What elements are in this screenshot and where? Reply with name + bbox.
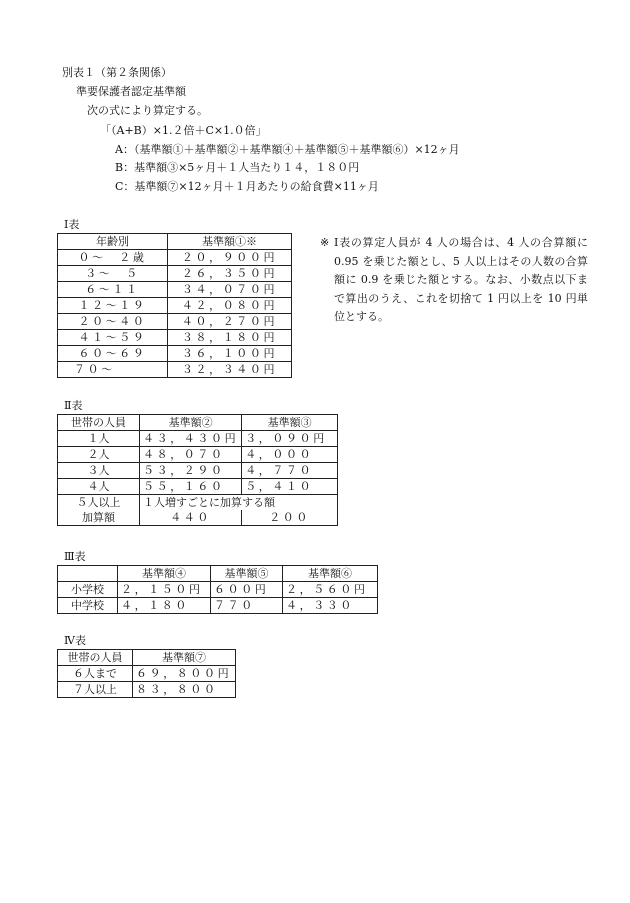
table-row [58, 431, 338, 447]
table-cell: ４４０ [140, 510, 242, 526]
table-cell: ４，１８０ [118, 598, 211, 614]
table1 [57, 233, 292, 378]
table-cell: ２００ [242, 510, 338, 526]
formula-line-a: A：（基準額①＋基準額②＋基準額④＋基準額⑤＋基準額⑥）×12ヶ月 [115, 143, 460, 156]
table-cell: ４人 [58, 479, 140, 495]
table4 [57, 649, 236, 698]
table-header-row [58, 234, 292, 250]
table-cell: ４８，０７０ [140, 447, 242, 463]
table-cell: ３８，１８０円 [168, 330, 292, 346]
note-mark: ※ [320, 236, 330, 249]
table-cell: ４０，２７０円 [168, 314, 292, 330]
table-cell: ３～ ５ [58, 266, 168, 282]
table-cell: ８３，８００ [133, 682, 236, 698]
table-cell: ７０～ [58, 362, 168, 378]
table-cell: １人 [58, 431, 140, 447]
table-cell: ２０～４０ [58, 314, 168, 330]
table-cell: ０～ ２歳 [58, 250, 168, 266]
table4-caption: Ⅳ表 [64, 634, 86, 647]
formula-text: 「（A+B）×1.２倍＋C×1.０倍」 [100, 124, 267, 137]
table-cell: ６～１１ [58, 282, 168, 298]
table-row [58, 346, 292, 362]
table-header-row [58, 566, 378, 582]
table-cell: ５３，２９０ [140, 463, 242, 479]
table-row [58, 298, 292, 314]
table1-note [320, 234, 588, 327]
table-cell: ４，０００ [242, 447, 338, 463]
document-title: 別表１（第２条関係） [62, 66, 172, 79]
table-cell: ２６，３５０円 [168, 266, 292, 282]
formula-line-c: C：基準額⑦×12ヶ月＋１月あたりの給食費×11ヶ月 [115, 180, 379, 193]
table-cell: ５５，１６０ [140, 479, 242, 495]
table-cell: ５，４１０ [242, 479, 338, 495]
table-header-cell: 基準額③ [242, 415, 338, 431]
table-cell: ３６，１００円 [168, 346, 292, 362]
table-cell: ４３，４３０円 [140, 431, 242, 447]
table-row [58, 463, 338, 479]
table-cell: １２～１９ [58, 298, 168, 314]
table-header-cell: 世帯の人員 [58, 415, 140, 431]
table-row [58, 314, 292, 330]
table-cell: 中学校 [58, 598, 118, 614]
table-cell: ２０，９００円 [168, 250, 292, 266]
table3-caption: Ⅲ表 [64, 550, 86, 563]
table-cell: ７７０ [211, 598, 283, 614]
table2-caption: Ⅱ表 [64, 399, 83, 412]
table-cell: ５人以上 [58, 495, 140, 511]
table-header-cell: 基準額⑦ [133, 650, 236, 666]
note-text: Ⅰ表の算定人員が 4 人の場合は、4 人の合算額に 0.95 を乗じた額とし、5 人以上はその人数の合算額に 0.9 を乗じた額とする。なお、小数点以下まで算出のうえ、これを切捨て 1 円以上を 10 円単位とする。 [334, 236, 588, 324]
table-header-row [58, 650, 236, 666]
table-cell: 加算額 [58, 510, 140, 526]
table-header-cell: 基準額①※ [168, 234, 292, 250]
table-row [58, 479, 338, 495]
table-header-cell: 基準額⑤ [211, 566, 283, 582]
table-header-cell: 年齢別 [58, 234, 168, 250]
table-cell: ２，５６０円 [283, 582, 378, 598]
table-cell: ７人以上 [58, 682, 133, 698]
table-cell: ６９，８００円 [133, 666, 236, 682]
table-cell: ４１～５９ [58, 330, 168, 346]
intro-text: 次の式により算定する。 [87, 104, 208, 117]
table1-caption: Ⅰ表 [64, 218, 80, 231]
table-row [58, 330, 292, 346]
table-row [58, 250, 292, 266]
table-row [58, 582, 378, 598]
table-cell: １人増すごとに加算する額 [140, 495, 338, 511]
document-subtitle: 準要保護者認定基準額 [76, 85, 186, 98]
table-cell: ６０～６９ [58, 346, 168, 362]
table-row [58, 447, 338, 463]
table-row [58, 682, 236, 698]
table-cell: ３，０９０円 [242, 431, 338, 447]
table2 [57, 414, 338, 526]
table-row [58, 362, 292, 378]
table-cell: 小学校 [58, 582, 118, 598]
table-cell: ２人 [58, 447, 140, 463]
table-header-cell: 基準額⑥ [283, 566, 378, 582]
table-header-cell: 基準額② [140, 415, 242, 431]
table-row [58, 282, 292, 298]
formula-line-b: B：基準額③×5ヶ月＋１人当たり１４，１８０円 [115, 161, 360, 174]
table-row [58, 510, 338, 526]
table-header-cell [58, 566, 118, 582]
table-header-cell: 世帯の人員 [58, 650, 133, 666]
table-cell: ６人まで [58, 666, 133, 682]
table-row [58, 666, 236, 682]
table-cell: ３２，３４０円 [168, 362, 292, 378]
table-header-row [58, 415, 338, 431]
table-cell: ３人 [58, 463, 140, 479]
table-cell: ４２，０８０円 [168, 298, 292, 314]
table-cell: ４，３３０ [283, 598, 378, 614]
table-row [58, 598, 378, 614]
table-row [58, 266, 292, 282]
table-cell: ３４，０７０円 [168, 282, 292, 298]
table3 [57, 565, 378, 614]
table-row [58, 495, 338, 511]
table-cell: ４，７７０ [242, 463, 338, 479]
table-cell: ２，１５０円 [118, 582, 211, 598]
table-header-cell: 基準額④ [118, 566, 211, 582]
table-cell: ６００円 [211, 582, 283, 598]
